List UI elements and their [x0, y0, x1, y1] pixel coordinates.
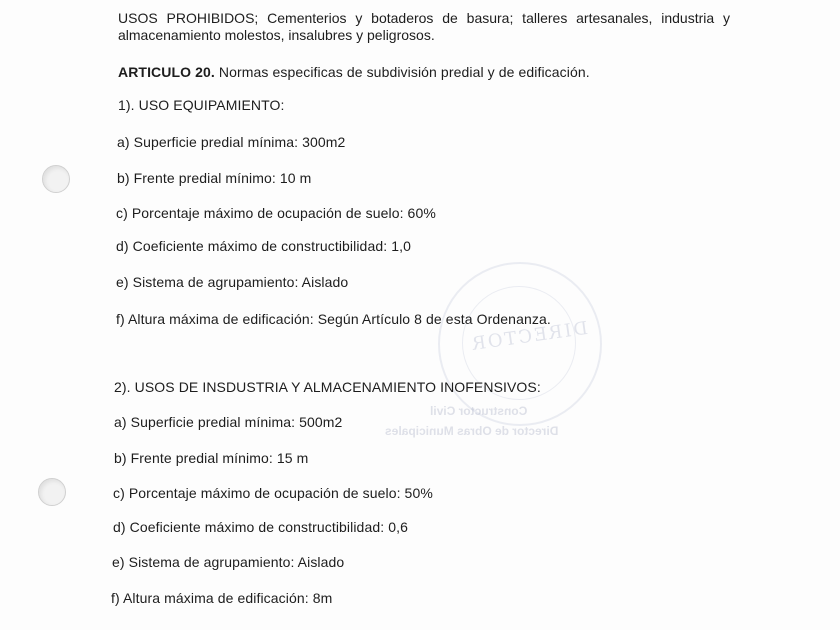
bleed-through-line-2: Director de Obras Municipales: [385, 424, 559, 438]
punch-hole-bottom: [38, 478, 66, 506]
section2-item-a: a) Superficie predial mínima: 500m2: [114, 414, 343, 430]
section2-item-e: e) Sistema de agrupamiento: Aislado: [112, 554, 345, 570]
section1-item-d: d) Coeficiente máximo de constructibilidad: 1,0: [116, 238, 411, 254]
section1-heading: 1). USO EQUIPAMIENTO:: [118, 97, 285, 113]
punch-hole-top: [42, 165, 70, 193]
section2-item-d: d) Coeficiente máximo de constructibilidad: 0,6: [113, 519, 408, 535]
article-number: ARTICULO 20.: [118, 64, 215, 80]
section1-item-b: b) Frente predial mínimo: 10 m: [117, 170, 312, 186]
bleed-through-line-1: Constructor Civil: [430, 404, 528, 418]
stamp-text: DIRECTOR: [469, 317, 590, 356]
section2-heading: 2). USOS DE INSDUSTRIA Y ALMACENAMIENTO INOFENSIVOS:: [114, 379, 541, 395]
section1-item-a: a) Superficie predial mínima: 300m2: [117, 134, 346, 150]
section1-item-f: f) Altura máxima de edificación: Según Artículo 8 de esta Ordenanza.: [116, 311, 551, 327]
section1-item-e: e) Sistema de agrupamiento: Aislado: [116, 274, 349, 290]
section2-item-b: b) Frente predial mínimo: 15 m: [114, 450, 309, 466]
section1-item-c: c) Porcentaje máximo de ocupación de suelo: 60%: [116, 205, 436, 221]
prohibited-uses-paragraph: USOS PROHIBIDOS; Cementerios y botaderos de basura; talleres artesanales, industria y almacenamiento molestos, insalubres y peligrosos.: [118, 10, 730, 43]
article-heading-line: [118, 64, 590, 80]
section2-item-c: c) Porcentaje máximo de ocupación de suelo: 50%: [113, 485, 433, 501]
section2-item-f: f) Altura máxima de edificación: 8m: [111, 590, 333, 606]
article-title: Normas especificas de subdivisión predial y de edificación.: [214, 64, 590, 80]
official-stamp: [438, 262, 602, 426]
